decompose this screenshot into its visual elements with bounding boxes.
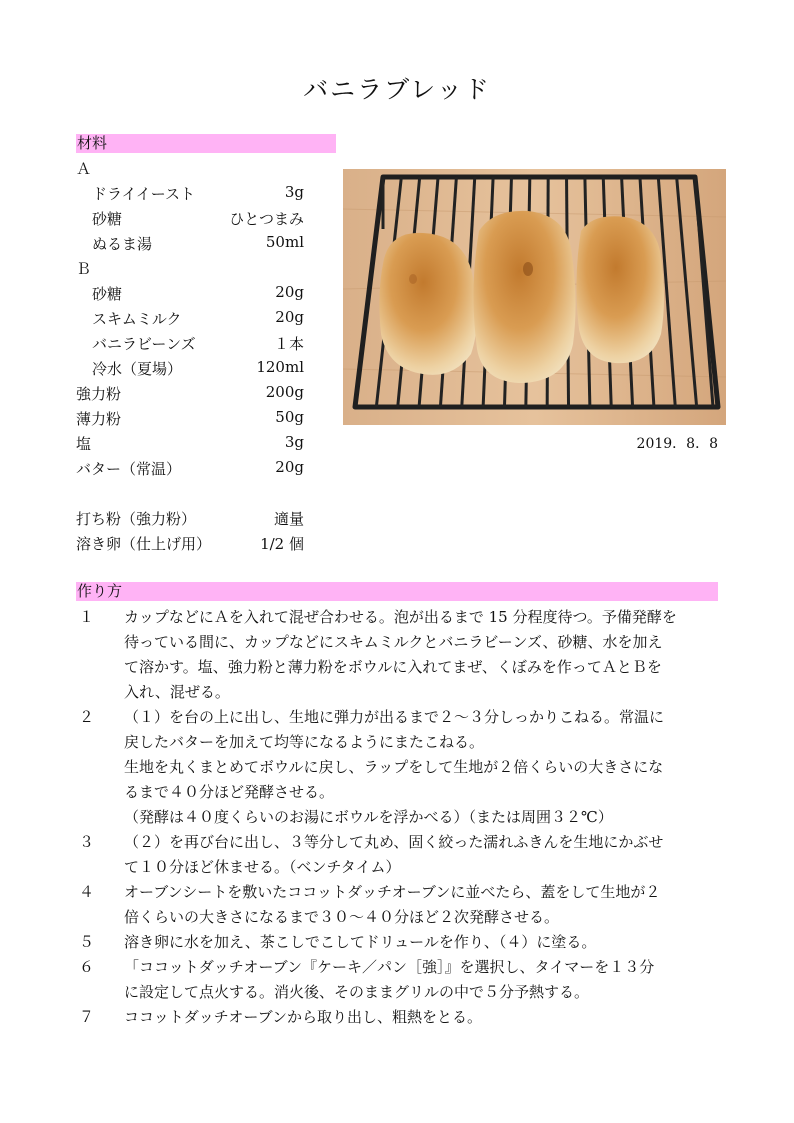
ingredient-row xyxy=(76,208,304,232)
step-text xyxy=(124,1005,718,1030)
step-number: ５ xyxy=(79,933,95,951)
ingredient-name: ぬるま湯 xyxy=(92,235,153,253)
step-line: オーブンシートを敷いたココットダッチオーブンに並べたら、蓋をして生地が２ xyxy=(124,883,661,901)
ingredient-row xyxy=(76,458,304,482)
ingredient-row xyxy=(76,183,304,207)
ingredient-row xyxy=(76,283,304,307)
ingredient-name: バター（常温） xyxy=(76,460,182,478)
step-line: て１０分ほど休ませる。（ベンチタイム） xyxy=(124,858,401,876)
ingredient-amount: 20g xyxy=(275,458,304,476)
ingredient-row xyxy=(76,433,304,457)
ingredient-amount: 120ml xyxy=(256,358,304,376)
step-number: ７ xyxy=(79,1008,95,1026)
ingredient-amount: 50ml xyxy=(265,233,304,251)
ingredient-amount: 3g xyxy=(284,183,304,201)
ingredient-name: 溶き卵（仕上げ用） xyxy=(76,535,212,553)
ingredient-row xyxy=(76,333,304,357)
ingredient-amount: ひとつまみ xyxy=(229,210,304,228)
ingredient-amount: 3g xyxy=(284,433,304,451)
ingredients-header: 材料 xyxy=(76,134,336,153)
step-number: ６ xyxy=(79,958,95,976)
step-line: （１）を台の上に出し、生地に弾力が出るまで２～３分しっかりこねる。常温に xyxy=(124,708,665,726)
step-line: ココットダッチオーブンから取り出し、粗熱をとる。 xyxy=(124,1008,483,1026)
ingredient-name: 強力粉 xyxy=(76,385,122,403)
group-b-label: Ｂ xyxy=(76,260,92,278)
step-line: カップなどにＡを入れて混ぜ合わせる。泡が出るまで 15 分程度待つ。予備発酵を xyxy=(124,608,677,626)
ingredient-row xyxy=(76,383,304,407)
step-text xyxy=(124,880,718,930)
method-step xyxy=(76,605,718,705)
step-line: て溶かす。塩、強力粉と薄力粉をボウルに入れてまぜ、くぼみを作ってＡとＢを xyxy=(124,658,662,676)
ingredient-name: 薄力粉 xyxy=(76,410,122,428)
step-line: 入れ、混ぜる。 xyxy=(124,683,230,701)
ingredient-row xyxy=(76,408,304,432)
ingredient-row xyxy=(76,358,304,382)
step-text xyxy=(124,705,718,830)
ingredient-name: 砂糖 xyxy=(92,210,123,228)
ingredient-amount: 1/2 個 xyxy=(260,535,304,553)
ingredient-amount: １本 xyxy=(273,335,304,353)
step-number: ４ xyxy=(79,883,95,901)
photo-date: 2019．8．8 xyxy=(636,436,718,452)
method-step xyxy=(76,830,718,880)
step-line: 「ココットダッチオーブン『ケーキ／パン［強］』を選択し、タイマーを１３分 xyxy=(124,958,655,976)
step-text xyxy=(124,955,718,1005)
ingredient-name: スキムミルク xyxy=(92,310,182,328)
ingredient-name: 冷水（夏場） xyxy=(92,360,183,378)
step-number: １ xyxy=(79,608,95,626)
method-step xyxy=(76,1005,718,1030)
recipe-title: バニラブレッド xyxy=(303,75,491,104)
step-line: 戻したバターを加えて均等になるようにまたこねる。 xyxy=(124,733,485,751)
step-line: 待っている間に、カップなどにスキムミルクとバニラビーンズ、砂糖、水を加え xyxy=(124,633,663,651)
group-a-row xyxy=(76,158,304,182)
step-line: に設定して点火する。消火後、そのままグリルの中で５分予熱する。 xyxy=(124,983,590,1001)
ingredient-row xyxy=(76,508,304,532)
method-header: 作り方 xyxy=(76,582,718,601)
method-step xyxy=(76,705,718,830)
ingredient-name: バニラビーンズ xyxy=(92,335,196,353)
step-line: 溶き卵に水を加え、茶こしでこしてドリュールを作り、（４）に塗る。 xyxy=(124,933,597,951)
ingredient-amount: 50g xyxy=(275,408,304,426)
method-step xyxy=(76,930,718,955)
ingredient-amount: 20g xyxy=(275,308,304,326)
ingredient-row xyxy=(76,308,304,332)
ingredient-amount: 20g xyxy=(275,283,304,301)
group-b-row xyxy=(76,258,304,282)
step-number: ３ xyxy=(79,833,95,851)
ingredient-row xyxy=(76,533,304,557)
ingredient-amount: 200g xyxy=(265,383,304,401)
method-step xyxy=(76,955,718,1005)
step-text xyxy=(124,605,718,705)
method-step xyxy=(76,880,718,930)
step-text xyxy=(124,930,718,955)
step-line: （２）を再び台に出し、３等分して丸め、固く絞った濡れふきんを生地にかぶせ xyxy=(124,833,664,851)
step-line: （発酵は４０度くらいのお湯にボウルを浮かべる）（または周囲３２℃） xyxy=(124,808,613,826)
step-number: ２ xyxy=(79,708,95,726)
ingredient-name: 砂糖 xyxy=(92,285,123,303)
bread-photo xyxy=(343,169,726,425)
step-line: 倍くらいの大きさになるまで３０～４０分ほど２次発酵させる。 xyxy=(124,908,560,926)
step-line: るまで４０分ほど発酵させる。 xyxy=(124,783,335,801)
ingredient-amount: 適量 xyxy=(273,510,304,528)
group-a-label: Ａ xyxy=(76,160,92,178)
step-text xyxy=(124,830,718,880)
step-line: 生地を丸くまとめてボウルに戻し、ラップをして生地が２倍くらいの大きさにな xyxy=(124,758,664,776)
ingredient-name: 塩 xyxy=(76,435,92,453)
ingredient-row xyxy=(76,233,304,257)
ingredient-name: 打ち粉（強力粉） xyxy=(76,510,197,528)
ingredient-name: ドライイースト xyxy=(92,185,196,203)
